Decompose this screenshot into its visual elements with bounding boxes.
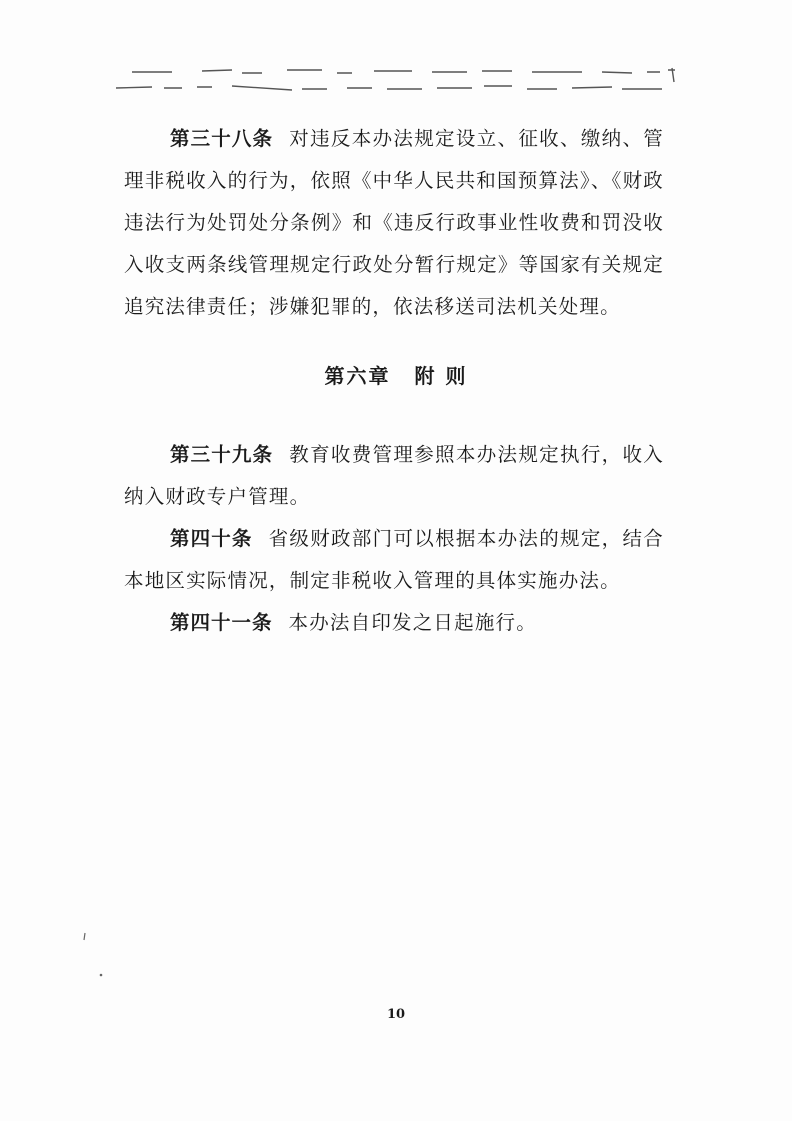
article-38-text: 对违反本办法规定设立、征收、缴纳、管理非税收入的行为，依照《中华人民共和国预算法》、《财政违法行为处罚处分条例》和《违反行政事业性收费和罚没收入收支两条线管理规定行政处分暂行规定》等国家有关规定追究法律责任；涉嫌犯罪的，依法移送司法机关处理。 xyxy=(124,127,664,318)
article-41-text: 本办法自印发之日起施行。 xyxy=(288,611,537,634)
cropped-header-artifact xyxy=(112,64,678,98)
article-38-label: 第三十八条 xyxy=(170,127,274,150)
scan-speck xyxy=(82,932,88,942)
article-40-text: 省级财政部门可以根据本办法的规定，结合本地区实际情况，制定非税收入管理的具体实施办法。 xyxy=(124,527,664,592)
chapter-title: 附 则 xyxy=(414,364,468,388)
articles-39-41-block xyxy=(124,434,664,644)
scan-speck xyxy=(98,972,104,978)
article-39-paragraph xyxy=(124,434,664,518)
page-number: 10 xyxy=(386,1007,406,1022)
article-38-paragraph xyxy=(124,118,664,328)
article-38-block xyxy=(124,118,664,328)
article-40-paragraph xyxy=(124,518,664,602)
article-39-label: 第三十九条 xyxy=(170,443,274,466)
article-41-paragraph xyxy=(124,602,664,644)
article-40-label: 第四十条 xyxy=(170,527,253,550)
chapter-heading xyxy=(0,360,792,389)
chapter-number: 第六章 xyxy=(324,364,391,388)
article-39-text: 教育收费管理参照本办法规定执行，收入纳入财政专户管理。 xyxy=(124,443,664,508)
article-41-label: 第四十一条 xyxy=(170,611,273,634)
